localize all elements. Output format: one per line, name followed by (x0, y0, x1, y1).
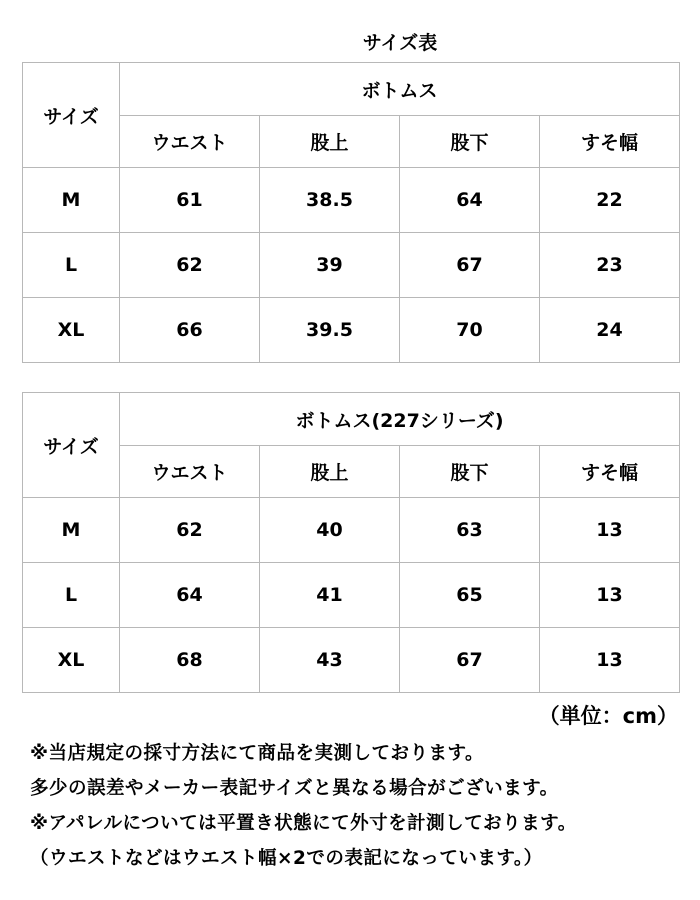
waist-value: 61 (120, 168, 260, 233)
inseam-value: 65 (400, 563, 540, 628)
inseam-value: 67 (400, 233, 540, 298)
page-title: サイズ表 (362, 32, 438, 54)
size-label: L (23, 233, 120, 298)
rise-value: 38.5 (260, 168, 400, 233)
hem-width-value: 24 (540, 298, 680, 363)
size-table-bottoms (22, 62, 680, 363)
column-header-rise: 股上 (260, 446, 400, 498)
size-label: XL (23, 298, 120, 363)
rise-value: 43 (260, 628, 400, 693)
note-line: 多少の誤差やメーカー表記サイズと異なる場合がございます。 (30, 778, 559, 799)
inseam-value: 67 (400, 628, 540, 693)
hem-width-value: 22 (540, 168, 680, 233)
hem-width-value: 13 (540, 563, 680, 628)
column-header-hem-width: すそ幅 (540, 446, 680, 498)
waist-value: 62 (120, 233, 260, 298)
column-header-rise: 股上 (260, 116, 400, 168)
hem-width-value: 13 (540, 628, 680, 693)
note-line: （ウエストなどはウエスト幅×2での表記になっています。） (30, 848, 543, 869)
table-row (23, 563, 680, 628)
rise-value: 41 (260, 563, 400, 628)
size-header: サイズ (23, 63, 120, 168)
waist-value: 64 (120, 563, 260, 628)
waist-value: 66 (120, 298, 260, 363)
rise-value: 39 (260, 233, 400, 298)
waist-value: 68 (120, 628, 260, 693)
hem-width-value: 23 (540, 233, 680, 298)
group-header: ボトムス(227シリーズ) (120, 393, 680, 446)
hem-width-value: 13 (540, 498, 680, 563)
size-label: XL (23, 628, 120, 693)
table-row (23, 233, 680, 298)
table-row (23, 168, 680, 233)
column-header-inseam: 股下 (400, 116, 540, 168)
notes (30, 736, 690, 876)
size-label: M (23, 168, 120, 233)
note-line: ※当店規定の採寸方法にて商品を実測しております。 (30, 743, 485, 764)
column-header-waist: ウエスト (120, 446, 260, 498)
inseam-value: 63 (400, 498, 540, 563)
table-row (23, 498, 680, 563)
rise-value: 40 (260, 498, 400, 563)
rise-value: 39.5 (260, 298, 400, 363)
size-header: サイズ (23, 393, 120, 498)
column-header-hem-width: すそ幅 (540, 116, 680, 168)
note-line: ※アパレルについては平置き状態にて外寸を計測しております。 (30, 813, 577, 834)
inseam-value: 70 (400, 298, 540, 363)
size-label: M (23, 498, 120, 563)
size-table-bottoms-227-series (22, 392, 680, 693)
waist-value: 62 (120, 498, 260, 563)
table-row (23, 298, 680, 363)
unit-label: （単位：cm） (538, 704, 678, 728)
column-header-waist: ウエスト (120, 116, 260, 168)
group-header: ボトムス (120, 63, 680, 116)
table-row (23, 628, 680, 693)
size-label: L (23, 563, 120, 628)
column-header-inseam: 股下 (400, 446, 540, 498)
inseam-value: 64 (400, 168, 540, 233)
